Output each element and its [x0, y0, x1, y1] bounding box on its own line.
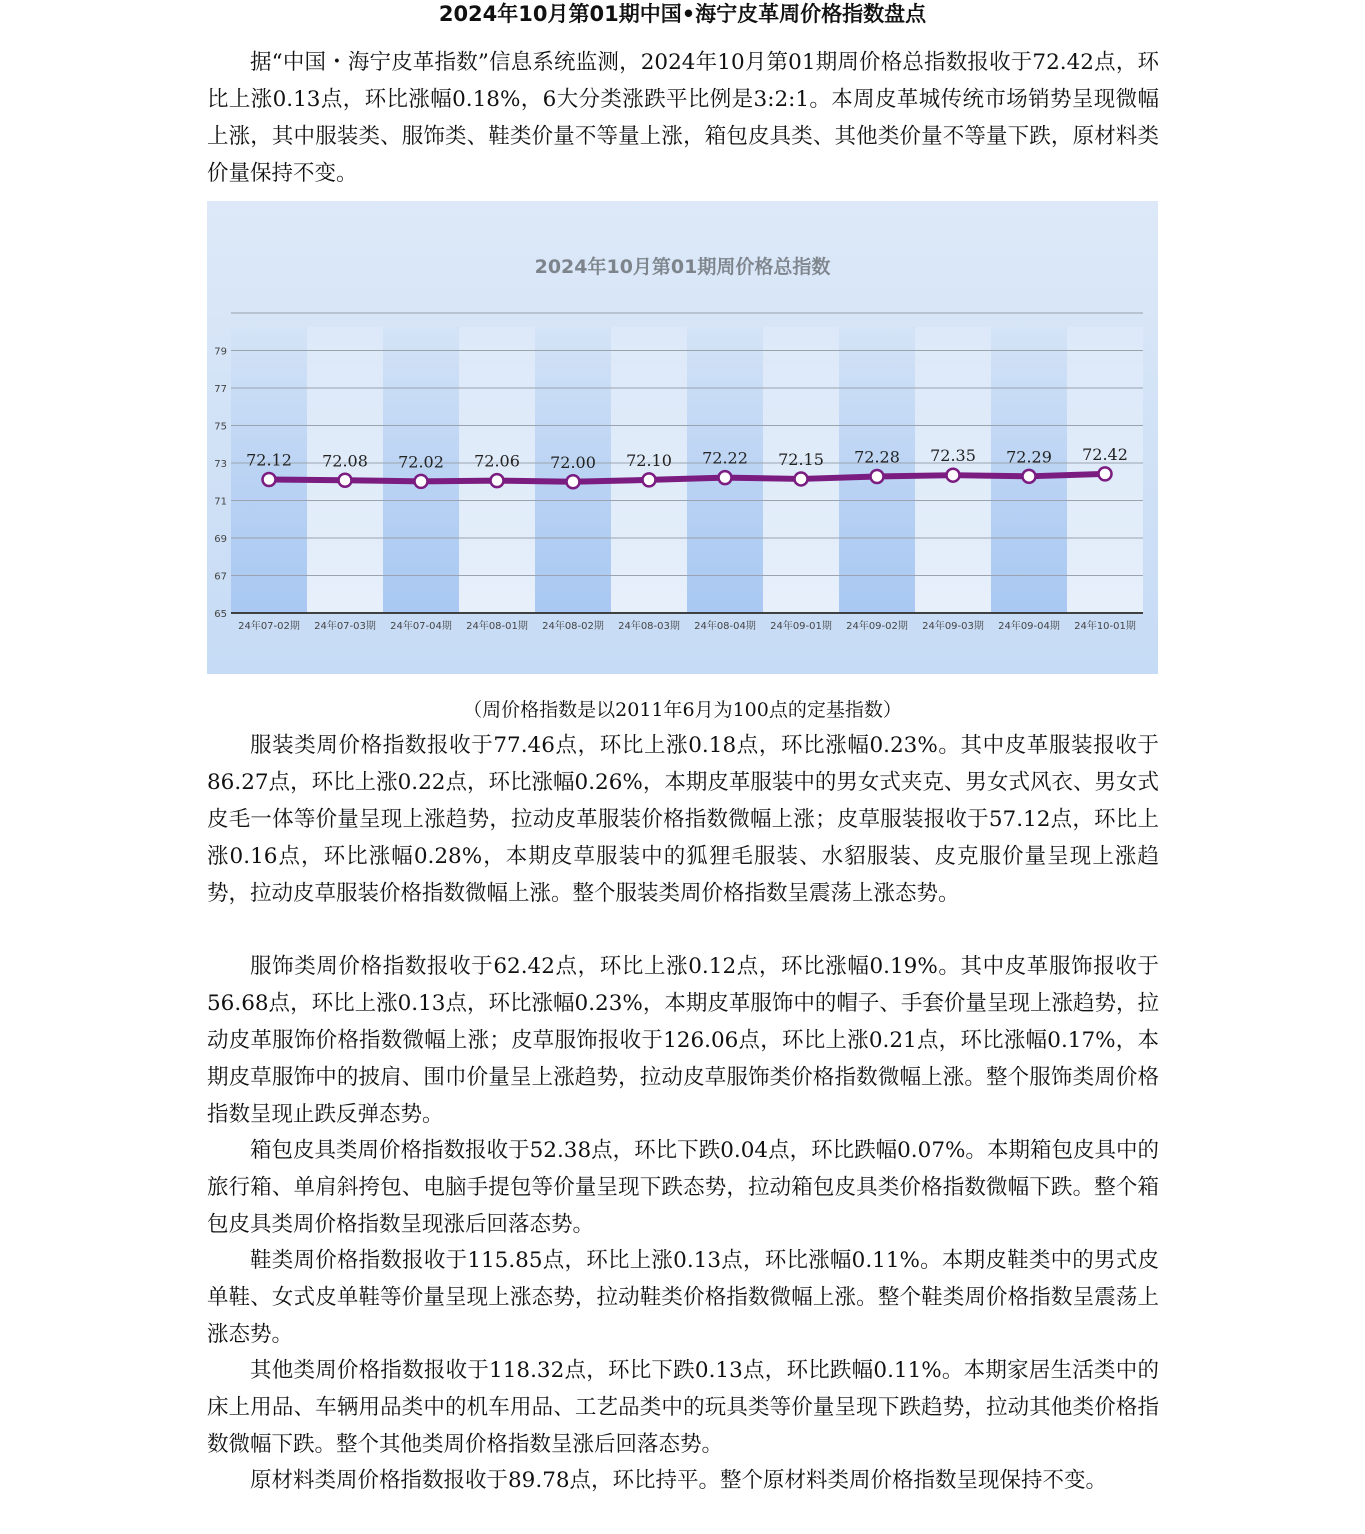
data-label: 72.06	[474, 451, 520, 471]
data-label: 72.35	[930, 446, 976, 466]
data-label: 72.22	[702, 448, 748, 468]
data-label: 72.28	[854, 447, 900, 467]
data-point	[491, 474, 504, 487]
chart-caption: （周价格指数是以2011年6月为100点的定基指数）	[463, 699, 902, 721]
data-point	[339, 474, 352, 487]
y-tick-label: 73	[214, 459, 227, 470]
data-label: 72.29	[1006, 447, 1052, 467]
y-tick-label: 67	[214, 571, 227, 583]
x-tick-label: 24年08-04期	[694, 621, 756, 632]
data-point	[719, 471, 732, 484]
paragraph-bags: 箱包皮具类周价格指数报收于52.38点，环比下跌0.04点，环比跌幅0.07%。本期箱包皮具中的旅行箱、单肩斜挎包、电脑手提包等价量呈现下跌态势，拉动箱包皮具类价格指数微幅下跌。整个箱包皮具类周价格指数呈现涨后回落态势。	[207, 1138, 1159, 1237]
data-label: 72.15	[778, 449, 824, 469]
price-index-chart	[207, 201, 1158, 674]
chart-band	[231, 327, 307, 613]
data-label: 72.02	[398, 452, 444, 472]
data-point	[1099, 467, 1112, 480]
y-tick-label: 71	[214, 496, 227, 508]
data-point	[795, 472, 808, 485]
chart-svg	[207, 201, 1158, 674]
data-point	[947, 469, 960, 482]
y-tick-label: 75	[214, 421, 227, 433]
y-tick-label: 79	[214, 346, 227, 358]
y-tick-label: 65	[214, 609, 227, 620]
data-label: 72.00	[550, 452, 596, 472]
data-point	[871, 470, 884, 483]
data-label: 72.12	[246, 450, 292, 470]
x-tick-label: 24年07-02期	[238, 621, 300, 632]
data-point	[567, 475, 580, 488]
data-point	[415, 475, 428, 488]
data-point	[643, 473, 656, 486]
paragraph-accessories: 服饰类周价格指数报收于62.42点，环比上涨0.12点，环比涨幅0.19%。其中皮革服饰报收于56.68点，环比上涨0.13点，环比涨幅0.23%，本期皮革服饰中的帽子、手套价量呈现上涨趋势，拉动皮革服饰价格指数微幅上涨；皮草服饰报收于126.06点，环比上涨0.21点，环比涨幅0.17%，本期皮草服饰中的披肩、围巾价量呈上涨趋势，拉动皮草服饰类价格指数微幅上涨。整个服饰类周价格指数呈现止跌反弹态势。	[207, 954, 1159, 1127]
x-tick-label: 24年07-04期	[390, 621, 452, 632]
paragraph-shoes: 鞋类周价格指数报收于115.85点，环比上涨0.13点，环比涨幅0.11%。本期皮鞋类中的男式皮单鞋、女式皮单鞋等价量呈现上涨态势，拉动鞋类价格指数微幅上涨。整个鞋类周价格指数呈震荡上涨态势。	[207, 1248, 1159, 1347]
data-label: 72.42	[1082, 444, 1128, 464]
y-tick-label: 77	[214, 384, 227, 395]
chart-title: 2024年10月第01期周价格总指数	[534, 256, 831, 278]
data-point	[1023, 470, 1036, 483]
y-tick-label: 69	[214, 534, 227, 545]
data-label: 72.08	[322, 451, 368, 471]
paragraph-others: 其他类周价格指数报收于118.32点，环比下跌0.13点，环比跌幅0.11%。本期家居生活类中的床上用品、车辆用品类中的机车用品、工艺品类中的玩具类等价量呈现下跌趋势，拉动其他类价格指数微幅下跌。整个其他类周价格指数呈涨后回落态势。	[207, 1358, 1159, 1457]
x-tick-label: 24年09-01期	[770, 621, 832, 632]
intro-paragraph: 据“中国・海宁皮革指数”信息系统监测，2024年10月第01期周价格总指数报收于72.42点，环比上涨0.13点，环比涨幅0.18%，6大分类涨跌平比例是3:2:1。本周皮革城传统市场销势呈现微幅上涨，其中服装类、服饰类、鞋类价量不等量上涨，箱包皮具类、其他类价量不等量下跌，原材料类价量保持不变。	[207, 50, 1159, 186]
paragraph-clothing: 服装类周价格指数报收于77.46点，环比上涨0.18点，环比涨幅0.23%。其中皮革服装报收于86.27点，环比上涨0.22点，环比涨幅0.26%，本期皮革服装中的男女式夹克、男女式风衣、男女式皮毛一体等价量呈现上涨趋势，拉动皮革服装价格指数微幅上涨；皮草服装报收于57.12点，环比上涨0.16点，环比涨幅0.28%，本期皮草服装中的狐狸毛服装、水貂服装、皮克服价量呈现上涨趋势，拉动皮草服装价格指数微幅上涨。整个服装类周价格指数呈震荡上涨态势。	[207, 733, 1159, 906]
x-tick-label: 24年09-04期	[998, 621, 1060, 632]
x-tick-label: 24年07-03期	[314, 621, 376, 632]
chart-band	[763, 327, 839, 613]
data-label: 72.10	[626, 450, 672, 470]
x-tick-label: 24年08-02期	[542, 621, 604, 632]
x-tick-label: 24年09-02期	[846, 621, 908, 632]
page-title: 2024年10月第01期中国•海宁皮革周价格指数盘点	[438, 2, 927, 26]
x-tick-label: 24年09-03期	[922, 621, 984, 632]
x-tick-label: 24年08-01期	[466, 621, 528, 632]
paragraph-raw-materials: 原材料类周价格指数报收于89.78点，环比持平。整个原材料类周价格指数呈现保持不变。	[250, 1468, 1108, 1493]
x-tick-label: 24年10-01期	[1074, 621, 1136, 632]
chart-band	[611, 327, 687, 613]
data-point	[263, 473, 276, 486]
x-tick-label: 24年08-03期	[618, 621, 680, 632]
